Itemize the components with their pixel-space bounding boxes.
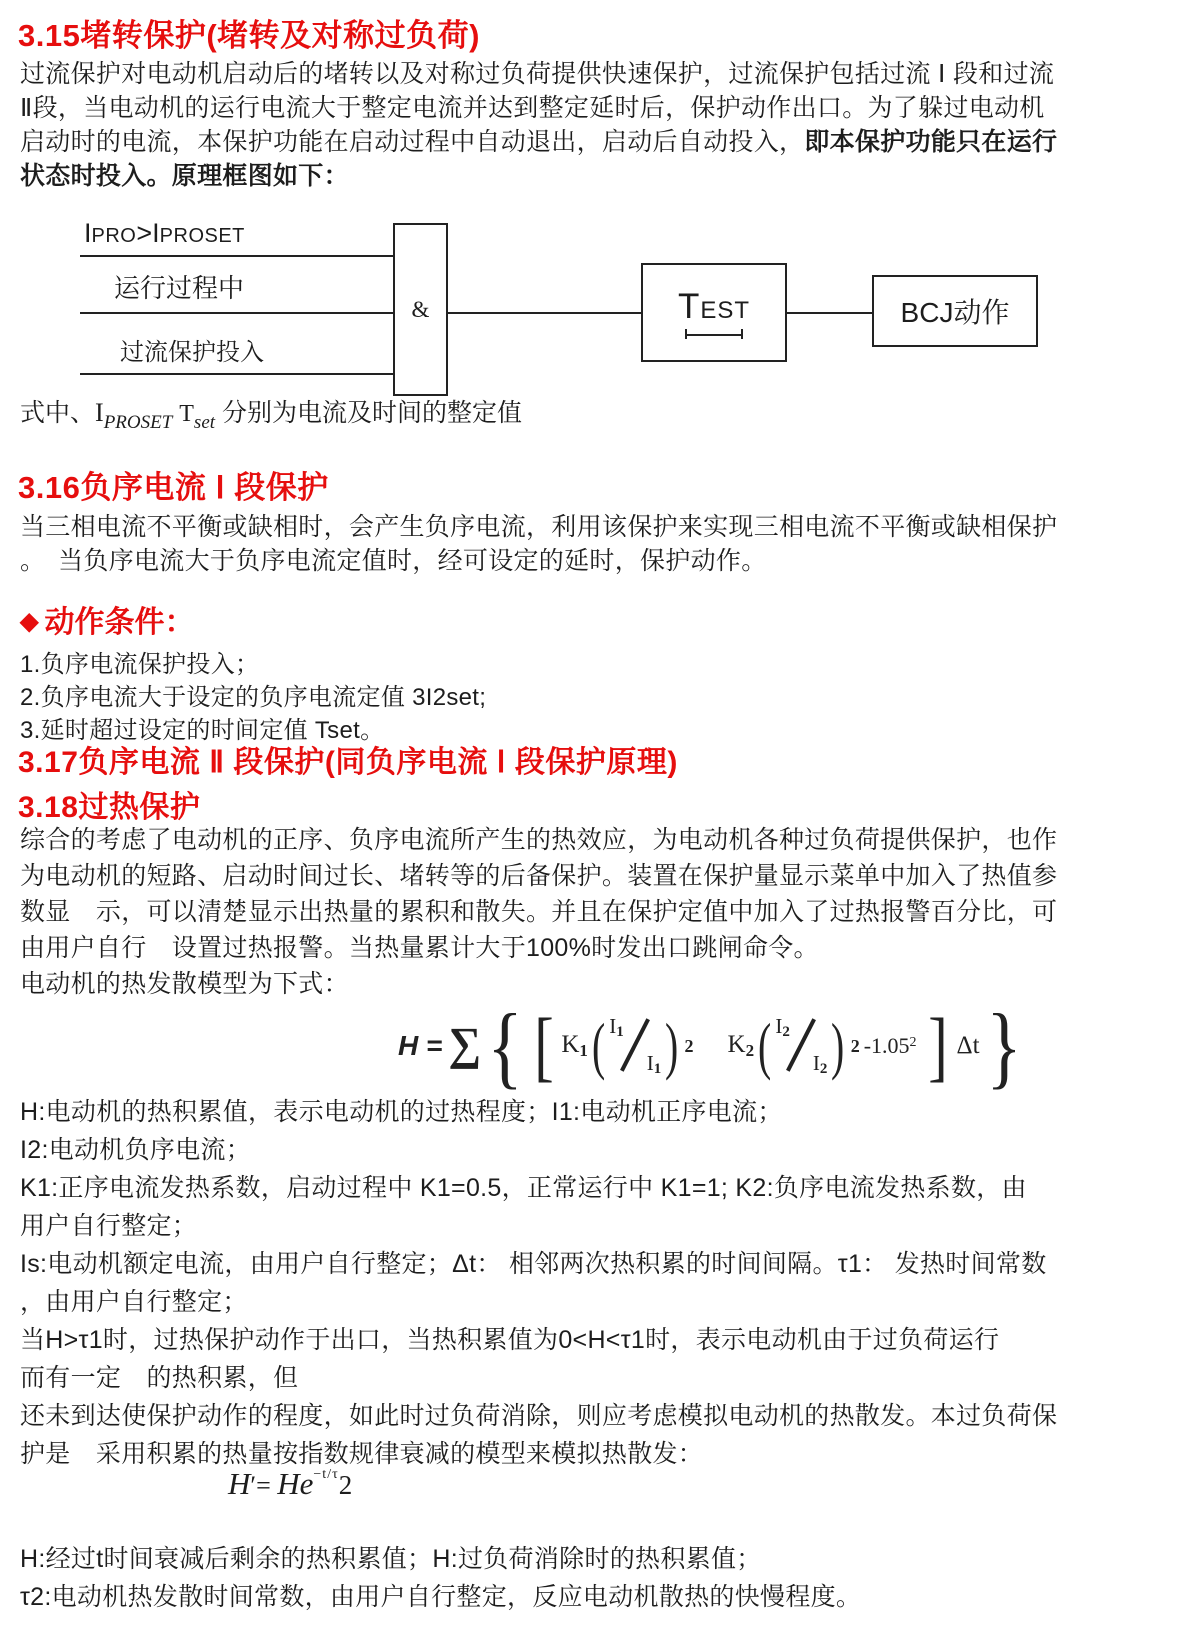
and-to-test-wire (448, 312, 641, 314)
diagram-input3-label: 过流保护投入 (120, 339, 264, 366)
text-line: 数显 示，可以清楚显示出热量的累积和散失。并且在保护定值中加入了过热报警百分比，可 (20, 898, 1058, 926)
formula-explanation (20, 1093, 1188, 1473)
section-heading-3-16: 3.16负序电流 Ⅰ 段保护 (18, 470, 329, 505)
condition-list (20, 648, 1188, 747)
text-line: 过流保护对电动机启动后的堵转以及对称过负荷提供快速保护，过流保护包括过流 Ⅰ 段和过流 (20, 60, 1055, 88)
logic-block-diagram (0, 210, 1200, 406)
sigma-symbol: ∑ (448, 1017, 482, 1069)
diagram-input1-label: IPRO>IPROSET (84, 218, 245, 248)
paragraph-3-16 (20, 510, 1188, 578)
closing-explanation (20, 1540, 1188, 1616)
fraction-slash (620, 1018, 650, 1071)
input2-wire (80, 312, 393, 314)
and-gate-box (393, 223, 448, 396)
bcj-action-label: BCJ动作 (900, 297, 1010, 328)
test-delay-box (641, 263, 787, 362)
input3-wire (80, 373, 393, 375)
section-heading-3-17: 3.17负序电流 Ⅱ 段保护(同负序电流 Ⅰ 段保护原理) (18, 746, 678, 779)
list-item: 3.延时超过设定的时间定值 Tset。 (20, 717, 385, 744)
list-item: 1.负序电流保护投入； (20, 651, 260, 678)
text-line: 当三相电流不平衡或缺相时，会产生负序电流，利用该保护来实现三相电流不平衡或缺相保护 (20, 513, 1058, 541)
text-line: I2:电动机负序电流； (20, 1136, 252, 1164)
text-line: 状态时投入。原理框图如下： (20, 162, 349, 190)
fraction-2: I2 I2 (775, 1014, 828, 1077)
text-line: 用户自行整定； (20, 1212, 198, 1240)
section-heading-3-18: 3.18过热保护 (18, 791, 201, 824)
text-normal: 启动时的电流，本保护功能在启动过程中自动退出，启动后自动投入， (20, 128, 805, 156)
text-line: 综合的考虑了电动机的正序、负序电流所产生的热效应，为电动机各种过负荷提供保护，也作 (20, 826, 1058, 854)
paragraph-3-15 (20, 57, 1188, 193)
diamond-bullet-icon: ◆ (20, 608, 39, 635)
text-line: Is:电动机额定电流，由用户自行整定；Δt： 相邻两次热积累的时间间隔。τ1： 发热时间常数 (20, 1250, 1047, 1278)
text-line: 。 当负序电流大于负序电流定值时，经可设定的延时，保护动作。 (20, 547, 767, 575)
bcj-action-box (872, 275, 1038, 347)
text-line: K1:正序电流发热系数，启动过程中 K1=0.5，正常运行中 K1=1; K2:负序电流发热系数，由 (20, 1174, 1027, 1202)
text-line: 当H>τ1时，过热保护动作于出口，当热积累值为0<H<τ1时，表示电动机由于过负荷运行 (20, 1326, 1000, 1354)
text-line: τ2:电动机热发散时间常数，由用户自行整定，反应电动机散热的快慢程度。 (20, 1583, 862, 1611)
text-line: ，由用户自行整定； (20, 1288, 248, 1316)
text-line: 而有一定 的热积累，但 (20, 1364, 299, 1392)
text-line: 护是 采用积累的热量按指数规律衰减的模型来模拟热散发： (20, 1440, 704, 1468)
text-line: H:电动机的热积累值，表示电动机的过热程度；I1:电动机正序电流； (20, 1098, 783, 1126)
thermal-model-formula: H = ∑ { [ K1 ( I1 I1 ) 2 K2 ( I2 I2 ) 2 -1.05$^2$ ] Δt } (398, 995, 1022, 1097)
text-line: Ⅱ段，当电动机的运行电流大于整定电流并达到整定延时后，保护动作出口。为了躲过电动机 (20, 94, 1045, 122)
and-gate-symbol: & (411, 296, 430, 322)
test-to-bcj-wire (787, 312, 872, 314)
paragraph-3-18 (20, 822, 1188, 1002)
text-line: 由用户自行 设置过热报警。当热量累计大于100%时发出口跳闸命令。 (20, 934, 819, 962)
delay-mark (685, 329, 743, 339)
text-bold: 即本保护功能只在运行 (804, 128, 1058, 156)
action-condition-heading: ◆ 动作条件： (20, 606, 195, 639)
heat-decay-formula: H′= He−t/τ2 (228, 1466, 353, 1501)
diagram-caption: 式中、$I_{PROSET}$ $T_{set}$ 分别为电流及时间的整定值 (20, 398, 522, 433)
fraction-1: I1 I1 (609, 1014, 662, 1077)
test-label: TEST (677, 286, 751, 326)
text-line (20, 125, 1188, 159)
fraction-slash (786, 1018, 816, 1071)
section-heading-3-15: 3.15堵转保护(堵转及对称过负荷) (18, 18, 480, 53)
list-item: 2.负序电流大于设定的负序电流定值 3I2set; (20, 684, 487, 711)
diagram-input2-label: 运行过程中 (114, 273, 245, 303)
text-line: H:经过t时间衰减后剩余的热积累值；H:过负荷消除时的热积累值； (20, 1545, 762, 1573)
input1-wire (80, 255, 393, 257)
text-line: 为电动机的短路、启动时间过长、堵转等的后备保护。装置在保护量显示菜单中加入了热值参 (20, 862, 1058, 890)
text-line: 电动机的热发散模型为下式： (20, 970, 349, 998)
text-line: 还未到达使保护动作的程度，如此时过负荷消除，则应考虑模拟电动机的热散发。本过负荷保 (20, 1402, 1058, 1430)
